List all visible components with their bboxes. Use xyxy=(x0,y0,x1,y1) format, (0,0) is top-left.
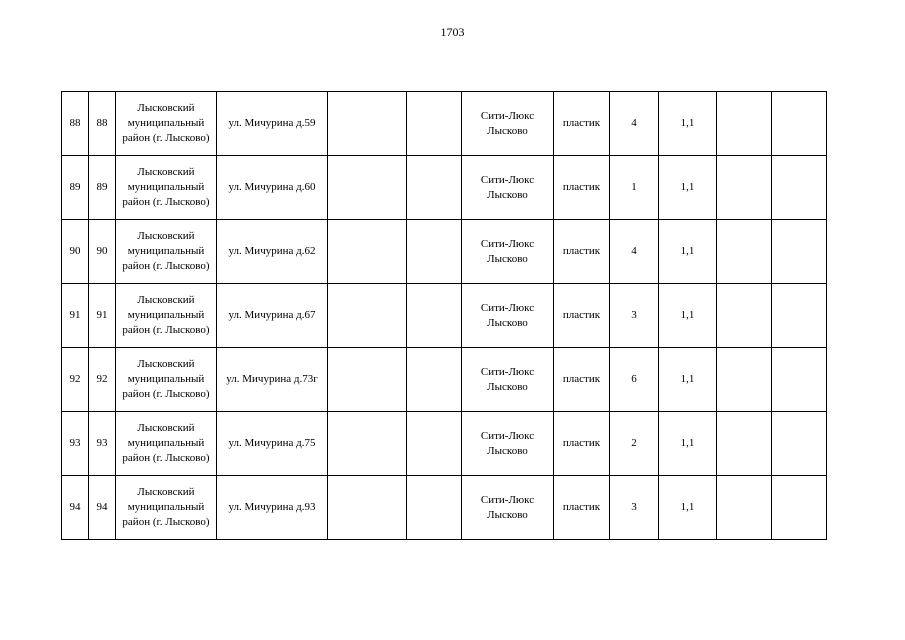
empty-cell xyxy=(772,348,827,412)
address-cell: ул. Мичурина д.60 xyxy=(217,156,328,220)
table-row xyxy=(62,476,827,540)
item-number-cell: 92 xyxy=(89,348,116,412)
address-cell: ул. Мичурина д.67 xyxy=(217,284,328,348)
empty-cell xyxy=(772,92,827,156)
empty-cell xyxy=(717,412,772,476)
material-cell: пластик xyxy=(554,412,610,476)
table-row xyxy=(62,92,827,156)
registry-table xyxy=(61,91,827,540)
container-count-cell: 1 xyxy=(610,156,659,220)
empty-cell xyxy=(407,220,462,284)
operator-cell: Сити-Люкс Лысково xyxy=(462,92,554,156)
volume-cell: 1,1 xyxy=(659,412,717,476)
container-count-cell: 3 xyxy=(610,476,659,540)
district-cell: Лысковский муниципальный район (г. Лысково) xyxy=(116,92,217,156)
empty-cell xyxy=(407,348,462,412)
item-number-cell: 89 xyxy=(89,156,116,220)
container-count-cell: 2 xyxy=(610,412,659,476)
empty-cell xyxy=(717,92,772,156)
empty-cell xyxy=(407,412,462,476)
empty-cell xyxy=(772,220,827,284)
address-cell: ул. Мичурина д.62 xyxy=(217,220,328,284)
item-number-cell: 88 xyxy=(89,92,116,156)
row-number-cell: 90 xyxy=(62,220,89,284)
page-number: 1703 xyxy=(440,25,465,39)
table-row xyxy=(62,284,827,348)
row-number-cell: 92 xyxy=(62,348,89,412)
empty-cell xyxy=(328,476,407,540)
empty-cell xyxy=(328,156,407,220)
row-number-cell: 94 xyxy=(62,476,89,540)
volume-cell: 1,1 xyxy=(659,220,717,284)
district-cell: Лысковский муниципальный район (г. Лысково) xyxy=(116,284,217,348)
district-cell: Лысковский муниципальный район (г. Лысково) xyxy=(116,220,217,284)
operator-cell: Сити-Люкс Лысково xyxy=(462,476,554,540)
table-row xyxy=(62,348,827,412)
empty-cell xyxy=(772,284,827,348)
empty-cell xyxy=(407,92,462,156)
operator-cell: Сити-Люкс Лысково xyxy=(462,220,554,284)
empty-cell xyxy=(328,284,407,348)
address-cell: ул. Мичурина д.93 xyxy=(217,476,328,540)
item-number-cell: 93 xyxy=(89,412,116,476)
empty-cell xyxy=(772,156,827,220)
district-cell: Лысковский муниципальный район (г. Лысково) xyxy=(116,412,217,476)
material-cell: пластик xyxy=(554,92,610,156)
district-cell: Лысковский муниципальный район (г. Лысково) xyxy=(116,348,217,412)
volume-cell: 1,1 xyxy=(659,156,717,220)
empty-cell xyxy=(407,156,462,220)
empty-cell xyxy=(772,476,827,540)
empty-cell xyxy=(407,284,462,348)
row-number-cell: 91 xyxy=(62,284,89,348)
volume-cell: 1,1 xyxy=(659,348,717,412)
district-cell: Лысковский муниципальный район (г. Лысково) xyxy=(116,476,217,540)
item-number-cell: 94 xyxy=(89,476,116,540)
material-cell: пластик xyxy=(554,220,610,284)
table-row xyxy=(62,412,827,476)
container-count-cell: 3 xyxy=(610,284,659,348)
volume-cell: 1,1 xyxy=(659,284,717,348)
material-cell: пластик xyxy=(554,348,610,412)
empty-cell xyxy=(717,476,772,540)
container-count-cell: 6 xyxy=(610,348,659,412)
operator-cell: Сити-Люкс Лысково xyxy=(462,348,554,412)
table-row xyxy=(62,156,827,220)
table-row xyxy=(62,220,827,284)
address-cell: ул. Мичурина д.75 xyxy=(217,412,328,476)
empty-cell xyxy=(328,92,407,156)
operator-cell: Сити-Люкс Лысково xyxy=(462,284,554,348)
address-cell: ул. Мичурина д.73г xyxy=(217,348,328,412)
material-cell: пластик xyxy=(554,156,610,220)
empty-cell xyxy=(772,412,827,476)
empty-cell xyxy=(328,348,407,412)
row-number-cell: 88 xyxy=(62,92,89,156)
row-number-cell: 89 xyxy=(62,156,89,220)
material-cell: пластик xyxy=(554,476,610,540)
container-count-cell: 4 xyxy=(610,220,659,284)
district-cell: Лысковский муниципальный район (г. Лысково) xyxy=(116,156,217,220)
empty-cell xyxy=(717,220,772,284)
material-cell: пластик xyxy=(554,284,610,348)
operator-cell: Сити-Люкс Лысково xyxy=(462,156,554,220)
empty-cell xyxy=(717,156,772,220)
empty-cell xyxy=(407,476,462,540)
table-body xyxy=(62,92,827,540)
empty-cell xyxy=(717,284,772,348)
operator-cell: Сити-Люкс Лысково xyxy=(462,412,554,476)
item-number-cell: 91 xyxy=(89,284,116,348)
empty-cell xyxy=(717,348,772,412)
row-number-cell: 93 xyxy=(62,412,89,476)
container-count-cell: 4 xyxy=(610,92,659,156)
empty-cell xyxy=(328,220,407,284)
address-cell: ул. Мичурина д.59 xyxy=(217,92,328,156)
volume-cell: 1,1 xyxy=(659,476,717,540)
empty-cell xyxy=(328,412,407,476)
volume-cell: 1,1 xyxy=(659,92,717,156)
item-number-cell: 90 xyxy=(89,220,116,284)
